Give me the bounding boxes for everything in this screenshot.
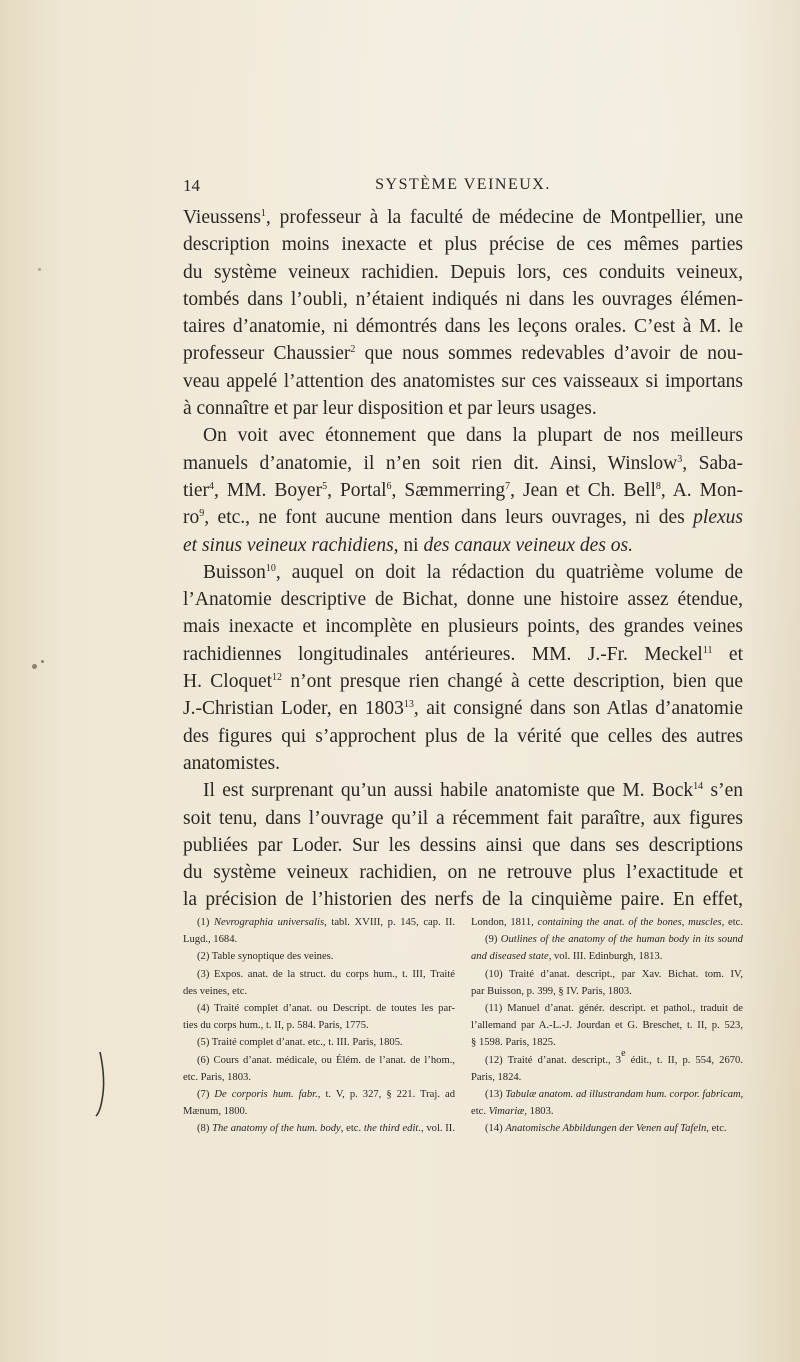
ink-speck (32, 664, 37, 669)
text-line: description moins inexacte et plus précise de ces mêmes parties (183, 234, 743, 256)
text-line: publiées par Loder. Sur les dessins ainsi que dans ses descriptions (183, 834, 743, 856)
footnote-line: (1) Nevrographia universalis, tabl. XVIII, p. 145, cap. II. (197, 917, 455, 928)
footnote-line: ties du corps hum., t. II, p. 584. Paris, 1775. (183, 1020, 369, 1032)
text-line: soit tenu, dans l’ouvrage qu’il a récemment fait paraître, aux figures (183, 807, 743, 829)
footnote-line: (5) Traité complet d’anat. etc., t. III. Paris, 1805. (197, 1037, 403, 1049)
footnote-line: l’allemand par A.-L.-J. Jourdan et G. Breschet, t. II, p. 523, (471, 1020, 743, 1032)
text-line: du système veineux rachidien, on ne retrouve plus l’exactitude et (183, 862, 743, 884)
page-number: 14 (183, 176, 200, 195)
page-header (183, 176, 743, 202)
text-line: taires d’anatomie, ni démontrés dans les leçons orales. C’est à M. le (183, 316, 743, 338)
text-line: veau appelé l’attention des anatomistes sur ces vaisseaux si importans (183, 370, 743, 392)
footnote-line: (10) Traité d’anat. descript., par Xav. Bichat. tom. IV, (485, 968, 743, 980)
text-line: $ro^9$, etc., ne font aucune mention dans leurs ouvrages, ni des plexus (183, 507, 743, 529)
footnote-line: (9) Outlines of the anatomy of the human body in its sound (485, 934, 743, 946)
text-line: la précision de l’historien des nerfs de la cinquième paire. En effet, (183, 889, 743, 911)
footnote-line: (11) Manuel d’anat. génér. descript. et pathol., traduit de (485, 1002, 743, 1014)
footnote-line: (6) Cours d’anat. médicale, ou Élém. de l’anat. de l’hom., (197, 1054, 455, 1066)
text-line: Buisson$^{10}$, auquel on doit la rédaction du quatrième volume de (203, 561, 743, 583)
text-line: On voit avec étonnement que dans la plupart de nos meilleurs (203, 425, 743, 447)
footnotes-left-column (183, 914, 455, 1137)
text-line: tombés dans l’oubli, n’étaient indiqués ni dans les ouvrages élémen- (183, 288, 743, 310)
running-title: SYSTÈME VEINEUX. (375, 176, 551, 193)
text-line: anatomistes. (183, 752, 280, 774)
text-line: J.-Christian Loder, en 1803$^{13}$, ait consigné dans son Atlas d’anatomie (183, 698, 743, 720)
footnote-line: (4) Traité complet d’anat. ou Descript. de toutes les par- (197, 1002, 455, 1014)
text-line: tier$^4$, MM. Boyer$^5$, Portal$^6$, Sæmmerring$^7$, Jean et Ch. Bell$^8$, A. Mon- (183, 479, 743, 501)
footnote-line: etc. Paris, 1803. (183, 1071, 251, 1083)
text-line: et sinus veineux rachidiens, ni des canaux veineux des os. (183, 534, 634, 556)
footnote-line: (8) The anatomy of the hum. body, etc. the third edit., vol. II. (197, 1123, 455, 1135)
main-text (183, 204, 743, 914)
footnote-line: par Buisson, p. 399, § IV. Paris, 1803. (471, 985, 632, 997)
margin-pencil-mark (94, 1050, 108, 1120)
footnote-line: (12) Traité d’anat. descript., 3e édit., t. II, p. 554, 2670. (485, 1047, 743, 1066)
footnote-line: London, 1811, containing the anat. of the bones, muscles, etc. (471, 917, 744, 928)
ink-speck (38, 268, 41, 271)
text-line: professeur Chaussier$^2$ que nous sommes redevables d’avoir de nou- (183, 343, 743, 365)
text-line: à connaître et par leur disposition et par leurs usages. (183, 398, 597, 420)
footnote-line: (13) Tabulæ anatom. ad illustrandam hum. corpor. fabricam, (485, 1088, 744, 1100)
footnote-line: § 1598. Paris, 1825. (471, 1037, 556, 1049)
footnotes-right-column (471, 914, 743, 1137)
ink-speck (41, 660, 44, 663)
text-line: manuels d’anatomie, il n’en soit rien dit. Ainsi, Winslow$^3$, Saba- (183, 452, 743, 474)
text-line: Vieussens$^1$, professeur à la faculté de médecine de Montpellier, une (183, 207, 743, 228)
footnote-line: des veines, etc. (183, 985, 248, 997)
footnote-line: (7) De corporis hum. fabr., t. V, p. 327, § 221. Traj. ad (197, 1088, 456, 1100)
text-line: rachidiennes longitudinales antérieures. MM. J.-Fr. Meckel$^{11}$ et (183, 643, 743, 665)
footnote-line: (14) Anatomische Abbildungen der Venen auf Tafeln, etc. (485, 1123, 727, 1135)
footnote-line: etc. Vimariæ, 1803. (471, 1106, 554, 1118)
footnote-line: (3) Expos. anat. de la struct. du corps hum., t. III, Traité (197, 968, 455, 980)
text-line: Il est surprenant qu’un aussi habile anatomiste que M. Bock$^{14}$ s’en (203, 780, 743, 802)
text-line: l’Anatomie descriptive de Bichat, donne une histoire assez étendue, (183, 589, 743, 611)
footnote-line: (2) Table synoptique des veines. (197, 951, 334, 963)
footnote-line: and diseased state, vol. III. Edinburgh, 1813. (471, 951, 663, 963)
text-line: mais inexacte et incomplète en plusieurs points, des grandes veines (183, 616, 743, 638)
text-line: H. Cloquet$^{12}$ n’ont presque rien changé à cette description, bien que (183, 671, 743, 693)
footnote-line: Lugd., 1684. (183, 934, 238, 946)
footnote-line: Mænum, 1800. (183, 1106, 248, 1118)
text-line: des figures qui s’approchent plus de la vérité que celles des autres (183, 725, 743, 747)
footnote-line: Paris, 1824. (471, 1071, 522, 1083)
text-line: du système veineux rachidien. Depuis lors, ces conduits veineux, (183, 261, 743, 283)
